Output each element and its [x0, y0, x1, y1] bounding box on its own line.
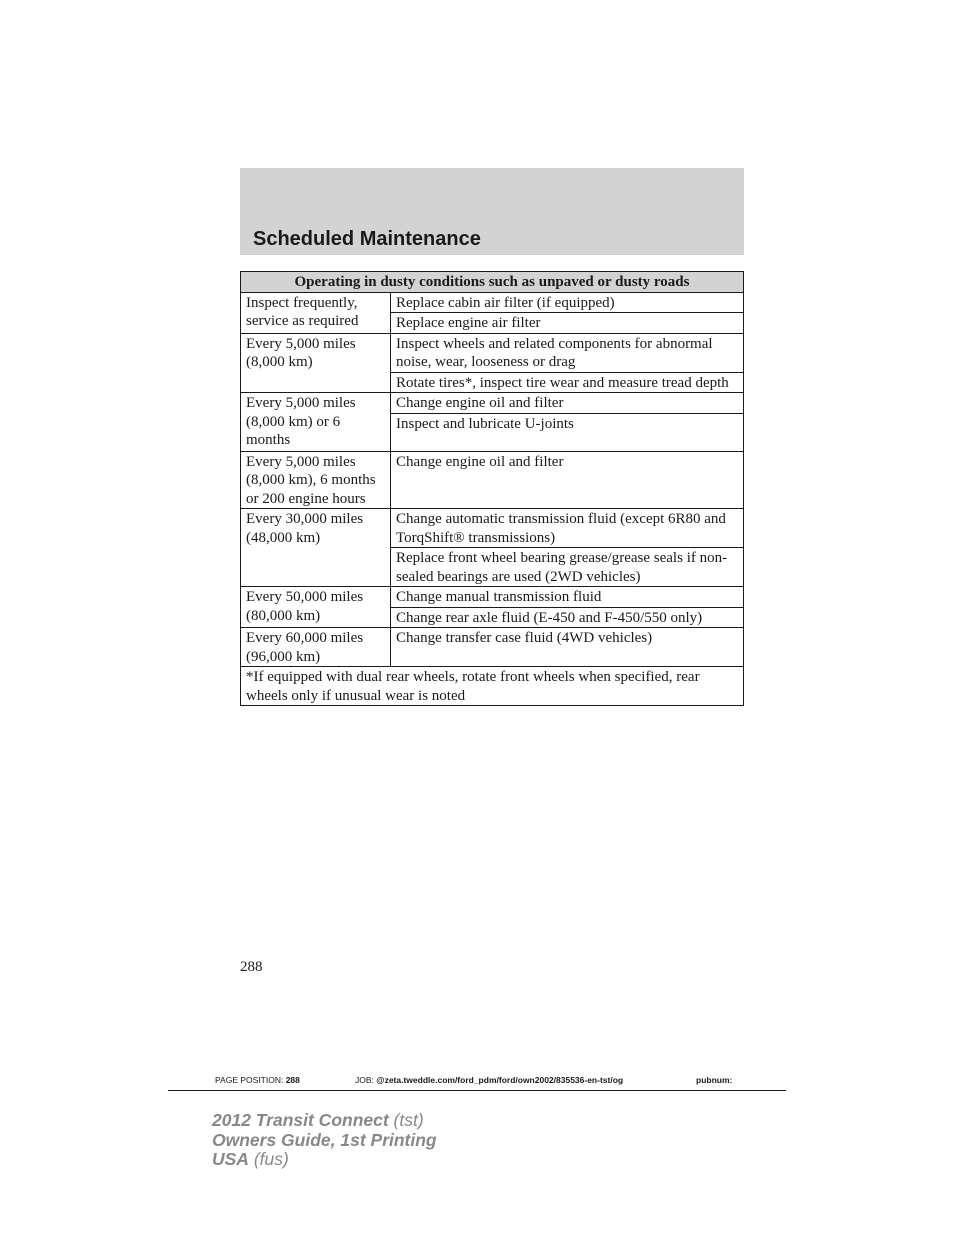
doc-title-code: (tst) [388, 1110, 424, 1130]
maintenance-table [240, 271, 744, 706]
action-cell: Inspect wheels and related components for abnormal noise, wear, looseness or drag [391, 333, 744, 372]
interval-cell: Every 50,000 miles (80,000 km) [241, 587, 391, 628]
action-cell: Replace cabin air filter (if equipped) [391, 292, 744, 313]
action-cell: Change engine oil and filter [391, 393, 744, 414]
page-number: 288 [240, 959, 263, 975]
doc-market-code: (fus) [248, 1149, 289, 1169]
interval-cell: Every 60,000 miles (96,000 km) [241, 628, 391, 667]
table-row [241, 292, 744, 313]
table-heading-row [241, 272, 744, 293]
interval-cell: Every 5,000 miles (8,000 km) or 6 months [241, 393, 391, 452]
pubnum-label: pubnum: [696, 1075, 733, 1085]
table-footnote-row [241, 667, 744, 706]
interval-cell: Every 30,000 miles (48,000 km) [241, 509, 391, 587]
doc-market: USA [212, 1149, 249, 1169]
table-heading: Operating in dusty conditions such as unpaved or dusty roads [241, 272, 744, 293]
interval-cell: Inspect frequently, service as required [241, 292, 391, 333]
footer-job [355, 1075, 623, 1085]
footer-pubnum [696, 1075, 732, 1085]
action-cell: Change engine oil and filter [391, 451, 744, 509]
table-footnote: *If equipped with dual rear wheels, rotate front wheels when specified, rear wheels only if unusual wear is noted [241, 667, 744, 706]
action-cell: Replace front wheel bearing grease/grease seals if non-sealed bearings are used (2WD vehicles) [391, 548, 744, 587]
table-row [241, 393, 744, 414]
table-row [241, 333, 744, 372]
section-title: Scheduled Maintenance [253, 228, 481, 250]
footer-divider [168, 1090, 786, 1091]
action-cell: Change manual transmission fluid [391, 587, 744, 608]
table-row [241, 451, 744, 509]
document-info [212, 1111, 437, 1170]
action-cell: Rotate tires*, inspect tire wear and measure tread depth [391, 372, 744, 393]
table-row [241, 509, 744, 548]
table-row [241, 587, 744, 608]
job-label: JOB: [355, 1075, 374, 1085]
interval-cell: Every 5,000 miles (8,000 km), 6 months or 200 engine hours [241, 451, 391, 509]
table-row [241, 628, 744, 667]
action-cell: Change transfer case fluid (4WD vehicles) [391, 628, 744, 667]
page-position-value: 288 [285, 1075, 300, 1085]
section-header-band [240, 168, 744, 255]
job-value: @zeta.tweddle.com/ford_pdm/ford/own2002/835536-en-tst/og [376, 1075, 624, 1085]
page-position-label: PAGE POSITION: [215, 1075, 284, 1085]
action-cell: Change automatic transmission fluid (except 6R80 and TorqShift® transmissions) [391, 509, 744, 548]
action-cell: Replace engine air filter [391, 313, 744, 334]
doc-title: 2012 Transit Connect [212, 1110, 389, 1130]
action-cell: Inspect and lubricate U-joints [391, 413, 744, 451]
interval-cell: Every 5,000 miles (8,000 km) [241, 333, 391, 393]
action-cell: Change rear axle fluid (E-450 and F-450/550 only) [391, 607, 744, 628]
doc-printing: Owners Guide, 1st Printing [212, 1129, 437, 1150]
footer-page-position [215, 1075, 300, 1085]
